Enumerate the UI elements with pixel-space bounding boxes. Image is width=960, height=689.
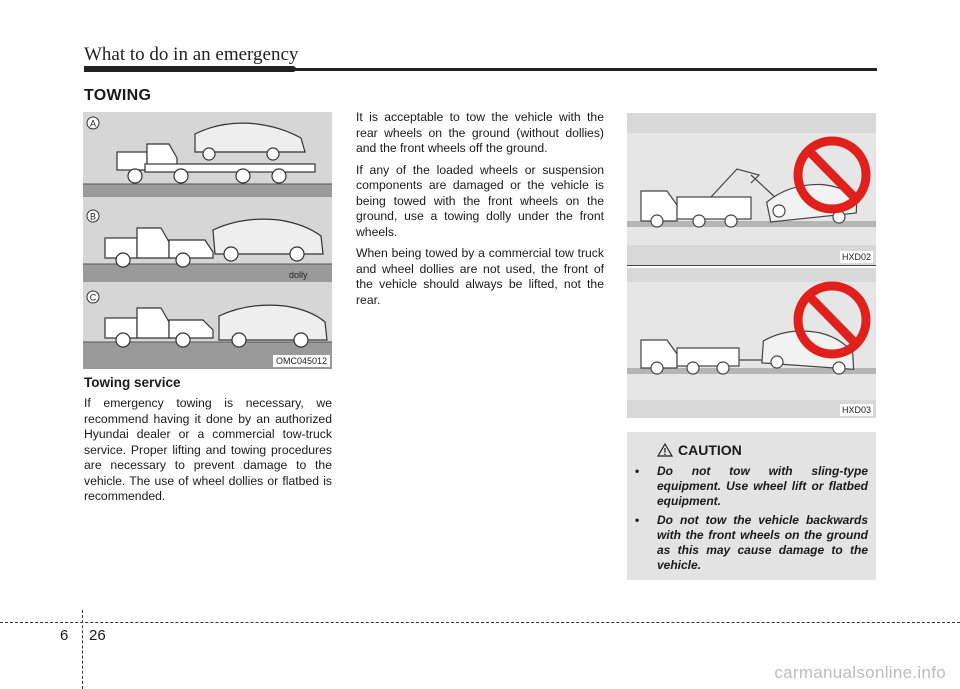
towing-service-text	[84, 396, 332, 511]
paragraph-commercial-tow: When being towed by a commercial tow truck and wheel dollies are not used, the front of the vehicle should always be lifted, not the rear.	[356, 246, 604, 307]
figure-code-bottom-right: HXD03	[841, 405, 871, 415]
caution-item	[635, 464, 868, 509]
figure-label-c: C	[89, 292, 97, 303]
paragraph-dolly: If any of the loaded wheels or suspension components are damaged or the vehicle is being towed with the front wheels on the ground, use a towing dolly under the front wheels.	[356, 162, 604, 239]
towing-instructions-text	[356, 110, 604, 314]
chapter-number: 6	[60, 627, 69, 644]
page-number: 26	[89, 627, 106, 644]
backward-tow-drawing	[627, 268, 876, 418]
figure-divider	[627, 265, 876, 266]
footer-rule	[0, 622, 960, 623]
section-heading: TOWING	[84, 87, 152, 104]
watermark: carmanualsonline.info	[774, 663, 946, 682]
caution-title-row	[657, 442, 868, 458]
prohibited-backward-tow-illustration	[627, 268, 876, 418]
footer-vertical-rule	[82, 610, 83, 689]
figure-label-b: B	[89, 211, 97, 222]
figure-label-a: A	[89, 118, 97, 129]
towing-methods-illustration	[83, 112, 332, 369]
header-rule-accent	[84, 66, 296, 72]
towing-service-heading: Towing service	[84, 375, 181, 390]
bullet-icon: •	[635, 464, 640, 478]
caution-item-text: Do not tow with sling-type equipment. Use wheel lift or flatbed equipment.	[657, 464, 868, 508]
caution-item	[635, 513, 868, 573]
figure-code-left: OMC045012	[273, 355, 330, 367]
dolly-label: dolly	[289, 270, 308, 280]
figure-code-top-right: HXD02	[841, 252, 871, 262]
caution-list	[635, 464, 868, 573]
towing-methods-drawing	[83, 112, 332, 369]
sling-tow-drawing	[627, 113, 876, 265]
paragraph-rear-wheels: It is acceptable to tow the vehicle with the rear wheels on the ground (without dollies) and the front wheels off the ground.	[356, 110, 604, 155]
bullet-icon: •	[635, 513, 640, 527]
warning-triangle-icon	[657, 443, 673, 457]
caution-item-text: Do not tow the vehicle backwards with the front wheels on the ground as this may cause damage to the vehicle.	[657, 513, 868, 572]
caution-title: CAUTION	[678, 442, 742, 458]
caution-box	[627, 432, 876, 580]
prohibited-sling-tow-illustration	[627, 113, 876, 265]
towing-service-paragraph: If emergency towing is necessary, we recommend having it done by an authorized Hyundai dealer or a commercial tow-truck service. Proper lifting and towing procedures are necessary to prevent damage to the vehicle. The use of wheel dollies or flatbed is recommended.	[84, 396, 332, 503]
chapter-header-title: What to do in an emergency	[84, 44, 299, 65]
